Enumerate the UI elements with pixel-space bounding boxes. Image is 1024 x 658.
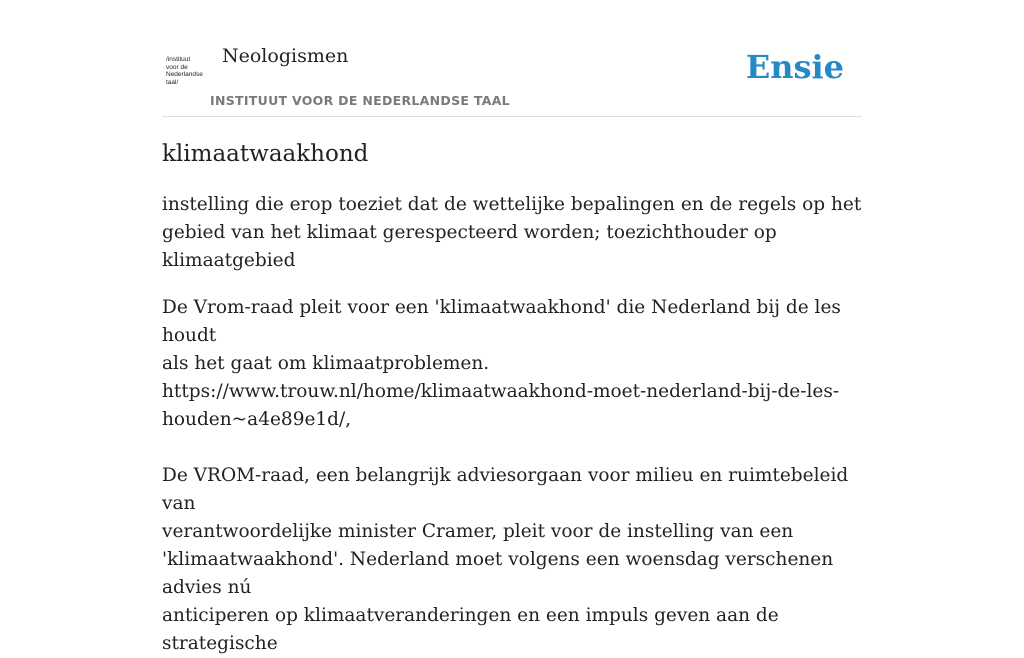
entry-quotes <box>162 294 862 658</box>
quote-line: De Vrom-raad pleit voor een 'klimaatwaakhond' die Nederland bij de les houdt <box>162 297 841 346</box>
logo-line: Nederlandse <box>166 71 203 79</box>
institute-logo[interactable] <box>166 56 206 90</box>
header <box>162 40 862 117</box>
logo-line: taal/ <box>166 78 179 86</box>
quote-line: als het gaat om klimaatproblemen. <box>162 353 490 374</box>
brand-name[interactable]: Neologismen <box>222 45 349 67</box>
quote-source-link[interactable]: houden~a4e89e1d/, <box>162 409 352 430</box>
entry-title: klimaatwaakhond <box>162 141 369 167</box>
ensie-logo-link[interactable]: Ensie <box>745 48 844 86</box>
quote-line: 'klimaatwaakhond'. Nederland moet volgens een woensdag verschenen advies nú <box>162 549 834 598</box>
entry-content <box>162 138 862 658</box>
logo-line: voor de <box>166 63 188 71</box>
definition-line: instelling die erop toeziet dat de wettelijke bepalingen en de regels op het <box>162 194 862 215</box>
entry-definition <box>162 191 862 275</box>
quote-line: anticiperen op klimaatveranderingen en een impuls geven aan de strategische <box>162 605 779 654</box>
quote-line: De VROM-raad, een belangrijk adviesorgaan voor milieu en ruimtebeleid van <box>162 465 849 514</box>
brand-subtitle: INSTITUUT VOOR DE NEDERLANDSE TAAL <box>210 93 510 108</box>
logo-line: /instituut <box>166 56 191 63</box>
quote-line: verantwoordelijke minister Cramer, pleit voor de instelling van een <box>162 521 794 542</box>
definition-line: gebied van het klimaat gerespecteerd worden; toezichthouder op klimaatgebied <box>162 222 777 271</box>
quote-spacer <box>162 434 862 462</box>
quote-source-link[interactable]: https://www.trouw.nl/home/klimaatwaakhond-moet-nederland-bij-de-les- <box>162 381 840 402</box>
